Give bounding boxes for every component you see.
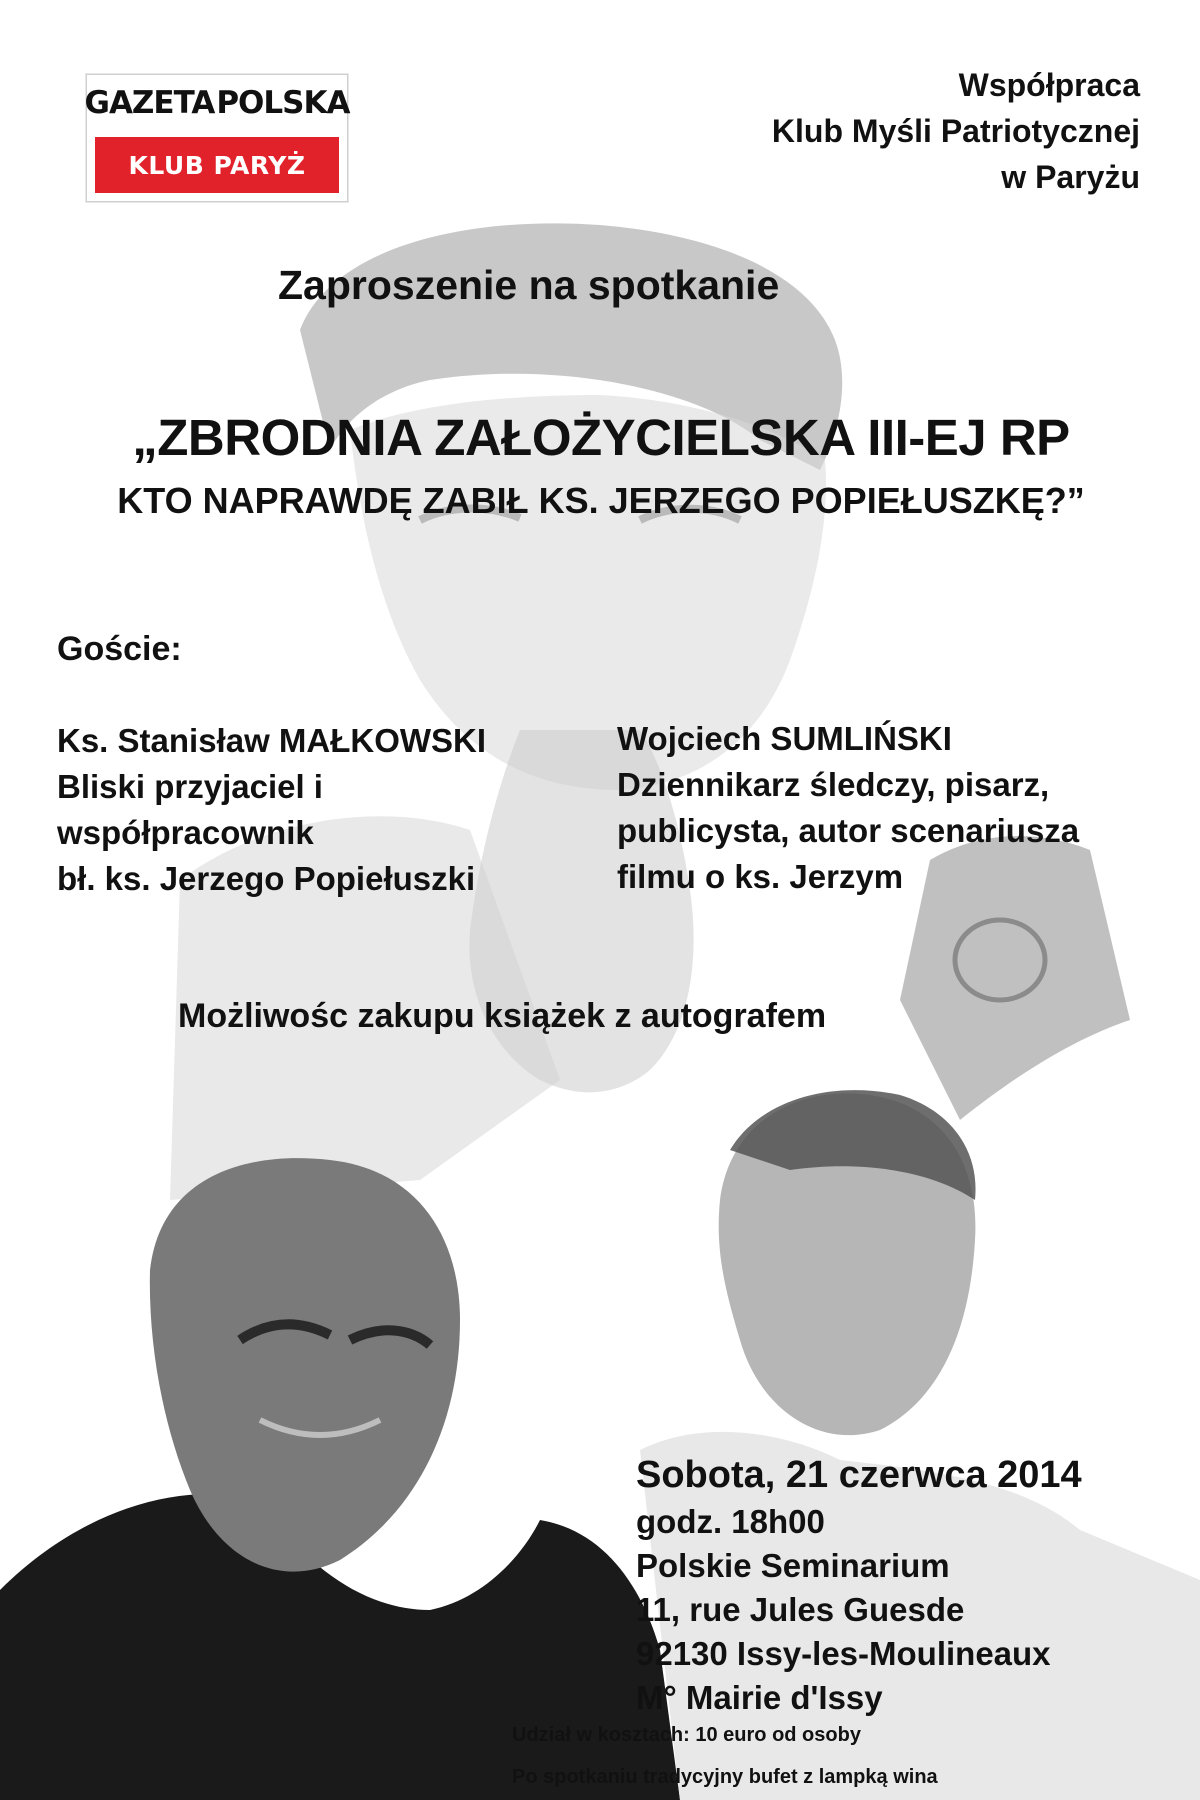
event-metro: M° Mairie d'Issy xyxy=(636,1679,883,1716)
guest1-desc-1: Bliski przyjaciel i xyxy=(57,768,323,805)
guest1-desc-3: bł. ks. Jerzego Popiełuszki xyxy=(57,860,476,897)
logo-text-left: GAZETA xyxy=(84,85,215,121)
cooperation-line-1: Współpraca xyxy=(958,67,1140,103)
logo-top-band xyxy=(84,75,350,131)
event-venue: Polskie Seminarium xyxy=(636,1547,950,1584)
guest1-desc-2: współpracownik xyxy=(57,814,314,851)
guest2-desc-3: filmu o ks. Jerzym xyxy=(617,858,904,895)
event-time: godz. 18h00 xyxy=(636,1503,825,1540)
guest1-name: Ks. Stanisław MAŁKOWSKI xyxy=(57,722,487,759)
event-details xyxy=(636,1450,1082,1720)
guests-label: Goście: xyxy=(57,630,182,668)
guest2-desc-1: Dziennikarz śledczy, pisarz, xyxy=(617,766,1050,803)
guest-malkowski xyxy=(57,718,486,902)
gazeta-polska-logo xyxy=(86,74,348,202)
event-title-line-2: KTO NAPRAWDĘ ZABIŁ KS. JERZEGO POPIEŁUSZKĘ?” xyxy=(117,480,1085,521)
guest2-name: Wojciech SUMLIŃSKI xyxy=(617,720,952,757)
logo-text-right: POLSKA xyxy=(216,85,350,121)
event-street: 11, rue Jules Guesde xyxy=(636,1591,965,1628)
event-city: 92130 Issy-les-Moulineaux xyxy=(636,1635,1051,1672)
cost-note: Udział w kosztach: 10 euro od osoby xyxy=(512,1724,861,1746)
books-note: Możliwośc zakupu książek z autografem xyxy=(178,997,827,1035)
cooperation-line-2: Klub Myśli Patriotycznej xyxy=(771,113,1140,149)
event-date: Sobota, 21 czerwca 2014 xyxy=(636,1454,1082,1496)
event-title-line-1: „ZBRODNIA ZAŁOŻYCIELSKA III-EJ RP xyxy=(132,409,1070,466)
guest-sumlinski xyxy=(617,716,1079,900)
cooperation-block xyxy=(772,62,1140,200)
invitation-heading: Zaproszenie na spotkanie xyxy=(278,262,780,308)
guest2-desc-2: publicysta, autor scenariusza xyxy=(617,812,1080,849)
logo-red-band: KLUB PARYŻ xyxy=(95,137,339,193)
cooperation-line-3: w Paryżu xyxy=(1001,159,1140,195)
buffet-note: Po spotkaniu tradycyjny bufet z lampką wina xyxy=(512,1766,938,1788)
